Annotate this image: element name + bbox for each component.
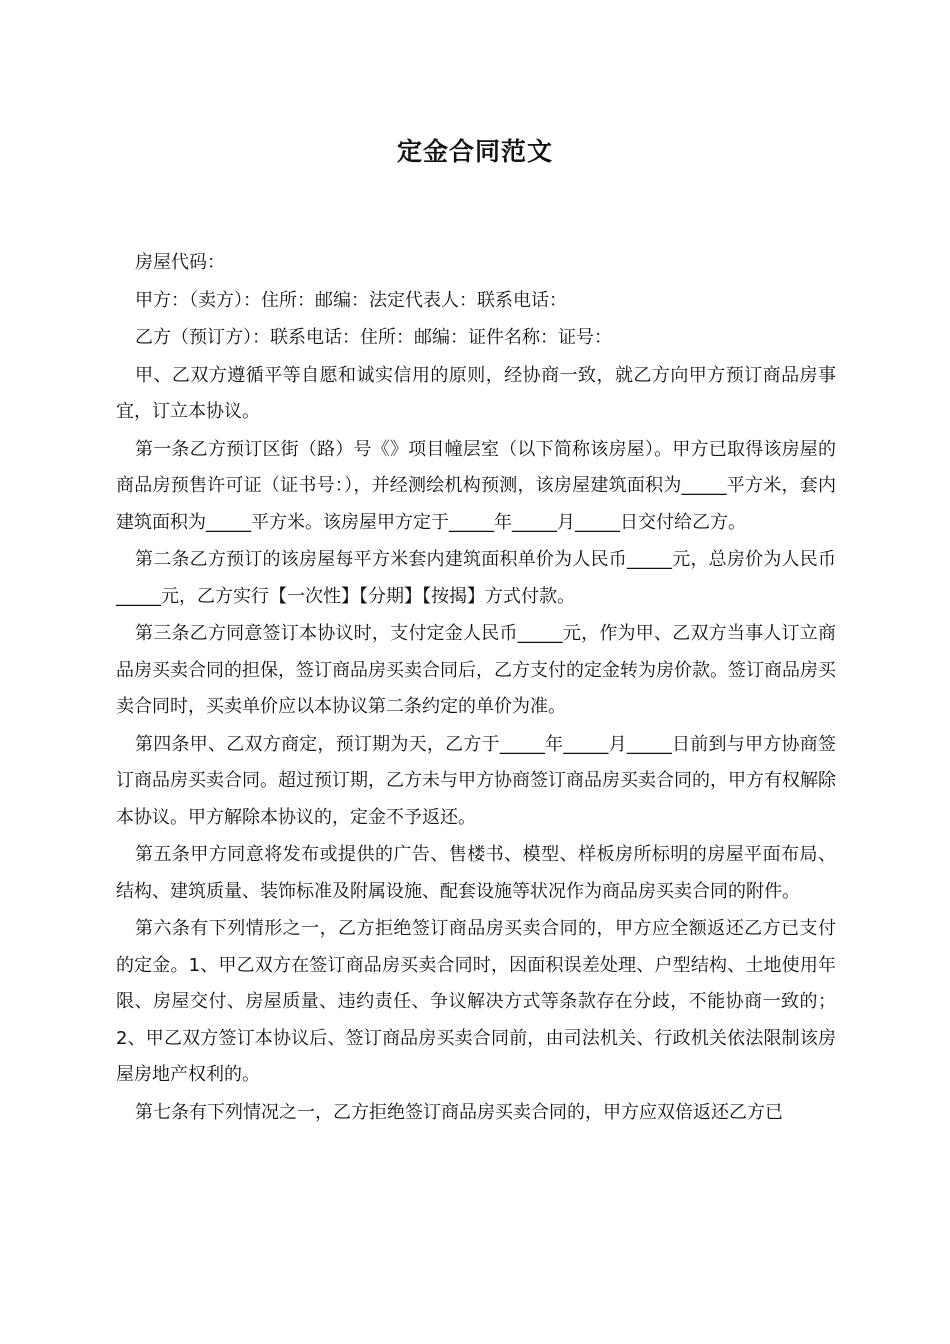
article-6: 第六条有下列情形之一，乙方拒绝签订商品房买卖合同的，甲方应全额返还乙方已支付的定金。1、甲乙双方在签订商品房买卖合同时，因面积误差处理、户型结构、土地使用年限、房屋交付、房屋质量、违约责任、争议解决方式等条款存在分歧，不能协商一致的；2、甲乙双方签订本协议后、签订商品房买卖合同前，由司法机关、行政机关依法限制该房屋房地产权利的。 xyxy=(116,918,836,1085)
document-title: 定金合同范文 xyxy=(396,137,553,166)
article-2: 第二条乙方预订的该房屋每平方米套内建筑面积单价为人民币_____元，总房价为人民币_____元，乙方实行【一次性】【分期】【按揭】方式付款。 xyxy=(116,549,836,607)
article-7: 第七条有下列情况之一，乙方拒绝签订商品房买卖合同的，甲方应双倍返还乙方已 xyxy=(135,1101,783,1123)
article-5: 第五条甲方同意将发布或提供的广告、售楼书、模型、样板房所标明的房屋平面布局、结构、建筑质量、装饰标准及附属设施、配套设施等状况作为商品房买卖合同的附件。 xyxy=(116,844,836,902)
article-4: 第四条甲、乙双方商定，预订期为天，乙方于_____年_____月_____日前到与甲方协商签订商品房买卖合同。超过预订期，乙方未与甲方协商签订商品房买卖合同的，甲方有权解除本协议。甲方解除本协议的，定金不予返还。 xyxy=(116,733,836,828)
article-3: 第三条乙方同意签订本协议时，支付定金人民币_____元，作为甲、乙双方当事人订立商品房买卖合同的担保，签订商品房买卖合同后，乙方支付的定金转为房价款。签订商品房买卖合同时，买卖单价应以本协议第二条约定的单价为准。 xyxy=(116,623,836,717)
article-1: 第一条乙方预订区街（路）号《》项目幢层室（以下简称该房屋）。甲方已取得该房屋的商品房预售许可证（证书号：），并经测绘机构预测，该房屋建筑面积为_____平方米，套内建筑面积为_____平方米。该房屋甲方定于_____年_____月_____日交付给乙方。 xyxy=(116,438,836,533)
field-party-b: 乙方（预订方）：联系电话：住所：邮编：证件名称：证号： xyxy=(135,327,612,348)
document-body xyxy=(116,245,836,1132)
field-house-code: 房屋代码： xyxy=(135,252,225,273)
preamble-paragraph: 甲、乙双方遵循平等自愿和诚实信用的原则，经协商一致，就乙方向甲方预订商品房事宜，订立本协议。 xyxy=(116,364,836,422)
field-party-a: 甲方：（卖方）：住所：邮编：法定代表人：联系电话： xyxy=(135,289,567,311)
